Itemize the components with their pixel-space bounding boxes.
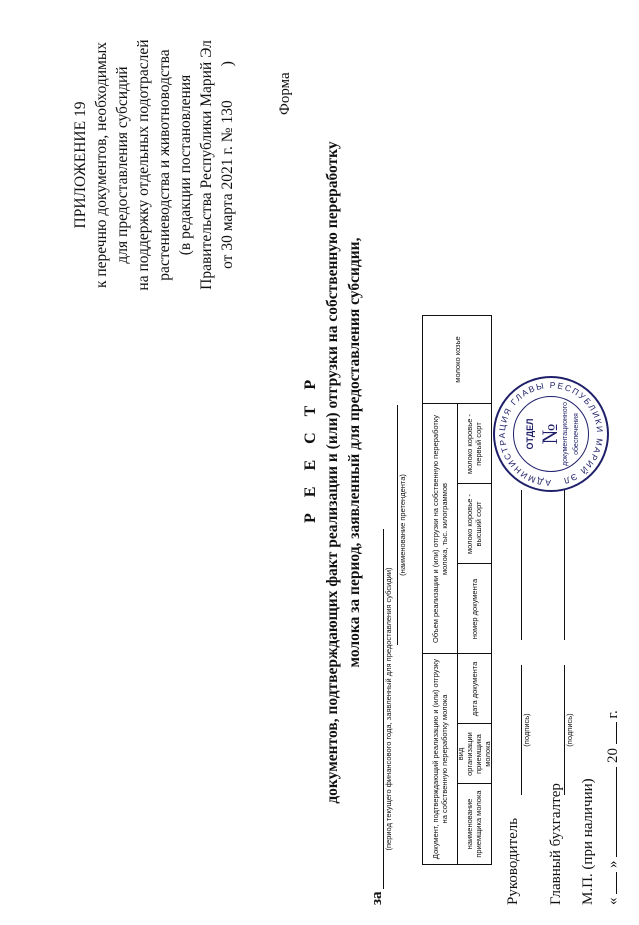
accountant-label: Главный бухгалтер <box>548 783 564 905</box>
head-label: Руководитель <box>505 817 521 905</box>
signature-date-row <box>605 710 622 905</box>
date-number: 130 <box>219 100 236 124</box>
column-milk-first-grade: молоко коровье - первый сорт <box>465 414 483 474</box>
stamp-number-mark: № <box>537 423 562 445</box>
appendix-title: ПРИЛОЖЕНИЕ 19 <box>72 101 89 229</box>
head-signature-caption: (подпись) <box>522 713 531 747</box>
date-rest: марта 2021 г. № <box>219 127 236 232</box>
stamp-center-line: ОТДЕЛ <box>525 418 535 450</box>
period-caption: (период текущего финансового года, заявленный для предоставления субсидии) <box>384 567 393 851</box>
column-goat-milk: молоко козье <box>422 315 492 403</box>
year-suffix: г. <box>605 710 621 719</box>
stamp-ring-text: АДМИНИСТРАЦИЯ ГЛАВЫ РЕСПУБЛИКИ МАРИЙ ЭЛ <box>496 379 606 489</box>
date-open-quote: « <box>605 897 621 905</box>
appendix-line: к перечню документов, необходимых <box>93 41 110 289</box>
accountant-signature-caption: (подпись) <box>565 713 574 747</box>
appendix-line: для предоставления субсидий <box>114 66 131 264</box>
appendix-line: на поддержку отдельных подотраслей <box>135 39 152 291</box>
document-title: Р Е Е С Т Р <box>302 373 319 523</box>
appendix-date-line <box>217 15 238 315</box>
head-name-line <box>521 490 522 640</box>
column-organization-type: вид организации приемщика молока <box>456 732 492 776</box>
appendix-line: растениеводства и животноводства <box>156 49 173 281</box>
date-day: 30 <box>219 235 236 251</box>
applicant-caption: (наименование претендента) <box>398 474 407 576</box>
year-prefix: 20 <box>605 748 621 763</box>
date-close: ) <box>219 61 236 67</box>
main-title-line1: документов, подтверждающих факт реализации и (или) отгрузки на собственную переработку <box>324 141 341 804</box>
forma-label: Форма <box>277 72 293 115</box>
column-receiver-name: наименование приемщика молока <box>465 790 483 858</box>
column-document-date: дата документа <box>469 661 479 717</box>
registry-table <box>422 403 492 865</box>
appendix-block <box>70 15 238 315</box>
main-title-line2: молока за период, заявленный для предоставления субсидии, <box>346 237 363 668</box>
official-stamp <box>493 376 609 492</box>
table-group-volume: Объем реализации и (или) отгрузки на собственную переработку молока, тыс. килограммов <box>431 415 449 643</box>
column-milk-highest-grade: молоко коровье - высший сорт <box>465 494 483 554</box>
appendix-line: Правительства Республики Марий Эл <box>198 40 215 290</box>
appendix-line: (в редакции постановления <box>177 74 194 256</box>
accountant-name-line <box>564 490 565 640</box>
stamp-center-line: документационного <box>562 402 569 466</box>
column-document-number: номер документа <box>469 578 479 640</box>
date-prefix: от <box>219 254 236 269</box>
date-close-quote: » <box>605 860 621 868</box>
seal-label: М.П. (при наличии) <box>580 778 596 905</box>
table-group-document: Документ, подтверждающий реализацию и (или) отгрузку на собственную переработку молока <box>431 658 449 860</box>
stamp-center-line: обеспечения <box>573 413 580 455</box>
za-label: за <box>369 891 385 905</box>
stamp-center-text <box>525 378 582 490</box>
